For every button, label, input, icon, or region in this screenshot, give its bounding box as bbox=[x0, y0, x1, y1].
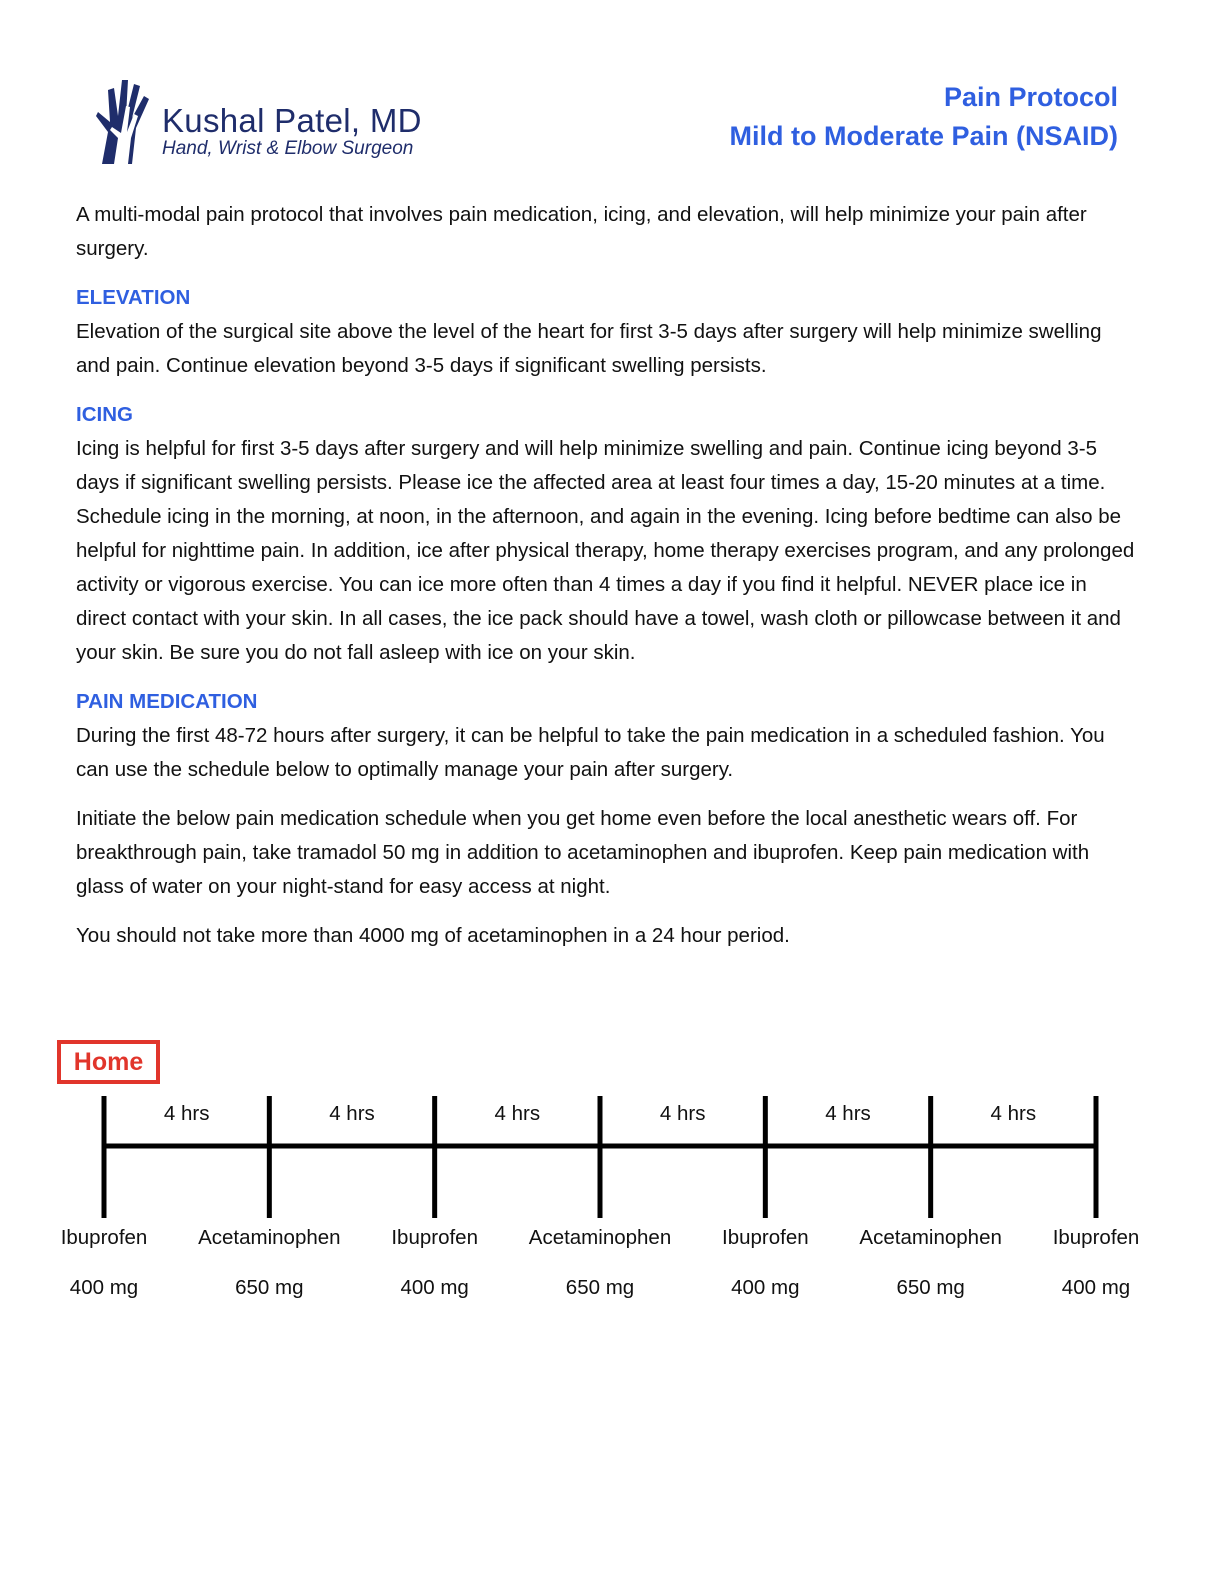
dose-drug-label: Acetaminophen bbox=[528, 1226, 672, 1249]
medication-timeline bbox=[0, 1030, 1213, 1330]
icing-paragraph: Icing is helpful for first 3-5 days after surgery and will help minimize swelling and pain. Continue icing beyond 3-5 days if significant swelling persists. Please ice the affected area at least four times a day, 15-20 minutes at a time. Schedule icing in the morning, at noon, in the afternoon, and again in the evening. Icing before bedtime can also be helpful for nighttime pain. In addition, ice after physical therapy, home therapy exercises program, and any prolonged activity or vigorous exercise. You can ice more often than 4 times a day if you find it helpful. NEVER place ice in direct contact with your skin. In all cases, the ice pack should have a towel, wash cloth or pillowcase between it and your skin. Be sure you do not fall asleep with ice on your skin. bbox=[76, 437, 1135, 664]
interval-label: 4 hrs bbox=[494, 1102, 541, 1125]
dose-drug-label: Ibuprofen bbox=[1052, 1226, 1140, 1249]
interval-label: 4 hrs bbox=[659, 1102, 706, 1125]
hand-logo-icon bbox=[88, 76, 158, 164]
acetaminophen-limit-note: You should not take more than 4000 mg of acetaminophen in a 24 hour period. bbox=[76, 924, 790, 947]
pain-medication-paragraph: During the first 48-72 hours after surgery, it can be helpful to take the pain medication in a scheduled fashion. You can use the schedule below to optimally manage your pain after surgery. bbox=[76, 724, 1105, 781]
dose-amount-label: 650 mg bbox=[896, 1276, 965, 1299]
doctor-specialty: Hand, Wrist & Elbow Surgeon bbox=[162, 138, 414, 159]
elevation-heading: ELEVATION bbox=[76, 286, 191, 309]
dose-drug-label: Ibuprofen bbox=[60, 1226, 148, 1249]
document-body bbox=[76, 198, 1136, 968]
dose-amount-label: 650 mg bbox=[565, 1276, 635, 1299]
dose-amount-label: 400 mg bbox=[1061, 1276, 1131, 1299]
logo bbox=[88, 76, 448, 166]
interval-label: 4 hrs bbox=[825, 1102, 871, 1125]
dose-drug-label: Ibuprofen bbox=[391, 1226, 478, 1249]
dose-amount-label: 400 mg bbox=[400, 1276, 469, 1299]
page-title bbox=[729, 78, 1118, 156]
interval-label: 4 hrs bbox=[163, 1102, 210, 1125]
dose-amount-label: 650 mg bbox=[235, 1276, 304, 1299]
title-line-1: Pain Protocol bbox=[943, 82, 1118, 112]
title-line-2: Mild to Moderate Pain (NSAID) bbox=[729, 121, 1118, 151]
elevation-paragraph: Elevation of the surgical site above the level of the heart for first 3-5 days after surgery will help minimize swelling and pain. Continue elevation beyond 3-5 days if significant swelling persists. bbox=[76, 320, 1102, 377]
dose-drug-label: Acetaminophen bbox=[859, 1226, 1002, 1249]
icing-heading: ICING bbox=[76, 403, 133, 426]
intro-paragraph: A multi-modal pain protocol that involves pain medication, icing, and elevation, will help minimize your pain after surgery. bbox=[76, 203, 1087, 260]
interval-label: 4 hrs bbox=[329, 1102, 375, 1125]
dose-drug-label: Acetaminophen bbox=[198, 1226, 341, 1249]
dose-drug-label: Ibuprofen bbox=[722, 1226, 809, 1249]
doctor-name: Kushal Patel, MD bbox=[162, 102, 422, 139]
dose-amount-label: 400 mg bbox=[69, 1276, 139, 1299]
home-label: Home bbox=[57, 1040, 160, 1084]
pain-medication-heading: PAIN MEDICATION bbox=[76, 690, 258, 713]
dose-amount-label: 400 mg bbox=[731, 1276, 800, 1299]
interval-label: 4 hrs bbox=[990, 1102, 1037, 1125]
pain-medication-instructions: Initiate the below pain medication schedule when you get home even before the local anesthetic wears off. For breakthrough pain, take tramadol 50 mg in addition to acetaminophen and ibuprofen. Keep pain medication with glass of water on your night-stand for easy access at night. bbox=[76, 807, 1090, 898]
